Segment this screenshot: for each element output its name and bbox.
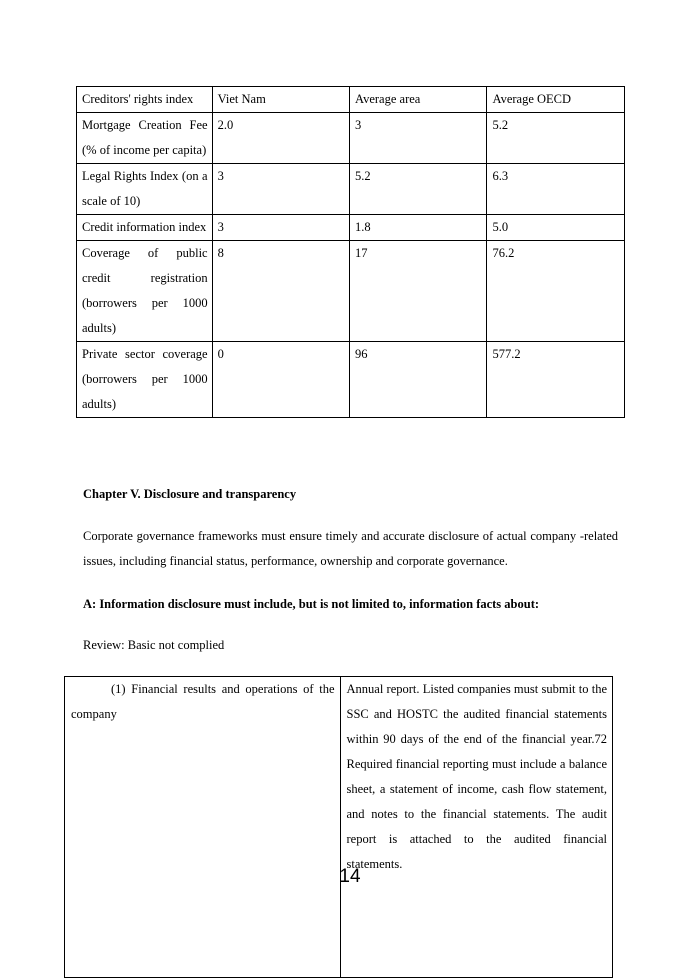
table-header-row [77, 87, 625, 113]
header-cell-vietnam: Viet Nam [212, 87, 349, 113]
row-value-vietnam: 2.0 [212, 113, 349, 164]
row-value-area: 96 [350, 342, 487, 418]
disclosure-detail-cell: Annual report. Listed companies must submit to the SSC and HOSTC the audited financial statements within 90 days of the end of the financial year.72 Required financial reporting must include a balance sheet, a statement of income, cash flow statement, and notes to the financial statements. The audit report is attached to the audited financial statements. [340, 677, 613, 978]
disclosure-item-text: (1) Financial results and operations of the company [71, 682, 335, 721]
row-value-area: 1.8 [350, 215, 487, 241]
table-row [77, 113, 625, 164]
table-row [77, 215, 625, 241]
header-cell-oecd: Average OECD [487, 87, 625, 113]
intro-paragraph: Corporate governance frameworks must ensure timely and accurate disclosure of actual company -related issues, including financial status, performance, ownership and corporate governance. [83, 529, 618, 568]
row-label: Coverage of public credit registration (borrowers per 1000 adults) [77, 241, 213, 342]
row-value-oecd: 577.2 [487, 342, 625, 418]
row-value-vietnam: 3 [212, 215, 349, 241]
chapter-heading: Chapter V. Disclosure and transparency [83, 487, 297, 501]
row-label: Private sector coverage (borrowers per 1000 adults) [77, 342, 213, 418]
row-value-oecd: 5.2 [487, 113, 625, 164]
row-value-area: 17 [350, 241, 487, 342]
row-label: Credit information index [77, 215, 213, 241]
section-a-heading: A: Information disclosure must include, but is not limited to, information facts about: [83, 597, 540, 611]
row-value-vietnam: 8 [212, 241, 349, 342]
creditors-rights-table [76, 86, 625, 418]
header-cell-area: Average area [350, 87, 487, 113]
disclosure-table [64, 676, 613, 978]
row-value-oecd: 6.3 [487, 164, 625, 215]
row-value-area: 5.2 [350, 164, 487, 215]
table-row [65, 677, 613, 978]
disclosure-table-wrapper [64, 676, 613, 871]
table-row [77, 342, 625, 418]
row-label: Mortgage Creation Fee (% of income per capita) [77, 113, 213, 164]
row-label: Legal Rights Index (on a scale of 10) [77, 164, 213, 215]
row-value-vietnam: 0 [212, 342, 349, 418]
row-value-oecd: 76.2 [487, 241, 625, 342]
review-status: Review: Basic not complied [83, 638, 225, 652]
disclosure-item-cell [65, 677, 341, 978]
row-value-area: 3 [350, 113, 487, 164]
row-value-oecd: 5.0 [487, 215, 625, 241]
table-row [77, 164, 625, 215]
header-cell-index: Creditors' rights index [77, 87, 213, 113]
row-value-vietnam: 3 [212, 164, 349, 215]
table-row [77, 241, 625, 342]
page-number: 14 [339, 866, 361, 887]
